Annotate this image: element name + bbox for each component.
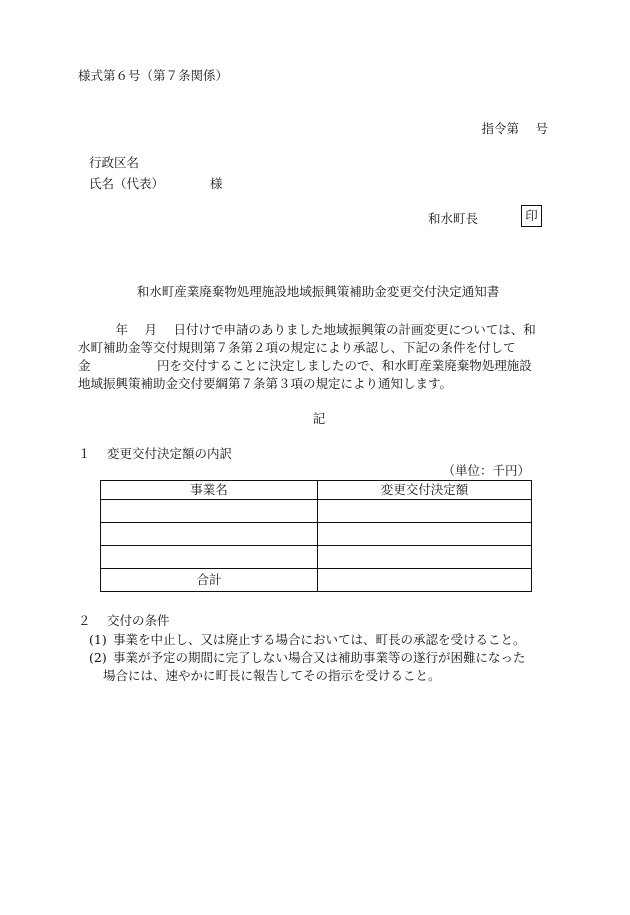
mayor-label: 和水町長 [428, 211, 479, 226]
body-line: 地域振興策補助金交付要綱第７条第３項の規定により通知します。 [78, 376, 453, 391]
order-number: 指令第 号 [481, 121, 548, 136]
condition-2 [89, 652, 526, 665]
table-cell [101, 523, 318, 546]
header-project-name: 事業名 [101, 481, 318, 500]
table-row [101, 523, 532, 546]
notice-body [78, 321, 548, 393]
condition-1 [89, 634, 526, 647]
total-value [318, 569, 532, 592]
breakdown-table [100, 480, 532, 592]
condition-2-continued: 場合には、速やかに町長に報告してその指示を受けること。 [103, 668, 441, 683]
body-line: 水町補助金等交付規則第７条第２項の規定により承認し、下記の条件を付して [78, 340, 516, 355]
document-title: 和水町産業廃棄物処理施設地域振興策補助金変更交付決定通知書 [136, 284, 500, 299]
condition-text: 事業を中止し、又は廃止する場合においては、町長の承認を受けること。 [113, 632, 526, 647]
form-number: 様式第６号（第７条関係） [78, 68, 229, 83]
table-cell [318, 523, 532, 546]
table-cell [318, 500, 532, 523]
table-cell [101, 546, 318, 569]
name-label: 氏名（代表） [89, 176, 165, 191]
table-total-row [101, 569, 532, 592]
table-row [101, 500, 532, 523]
total-label: 合計 [101, 569, 318, 592]
honorific: 様 [210, 176, 223, 191]
condition-number: (2) [89, 650, 107, 665]
section2-heading: ２ 交付の条件 [78, 613, 170, 628]
condition-number: (1) [89, 632, 107, 647]
section1-heading: １ 変更交付決定額の内訳 [78, 446, 232, 461]
condition-text: 事業が予定の期間に完了しない場合又は補助事業等の遂行が困難になった [113, 650, 526, 665]
district-label: 行政区名 [89, 155, 140, 170]
body-line: 年 月 日付けで申請のありました地域振興策の計画変更については、和 [78, 322, 536, 337]
table-cell [101, 500, 318, 523]
body-line: 金 円を交付することに決定しましたので、和水町産業廃棄物処理施設 [78, 358, 532, 373]
header-amount: 変更交付決定額 [318, 481, 532, 500]
seal-box [521, 205, 542, 227]
addressee-name-line [89, 178, 223, 191]
ki-heading: 記 [312, 411, 326, 426]
unit-label: （単位：千円） [442, 463, 530, 478]
table-row [101, 546, 532, 569]
seal-label: 印 [525, 207, 538, 223]
table-cell [318, 546, 532, 569]
table-header-row [101, 481, 532, 500]
